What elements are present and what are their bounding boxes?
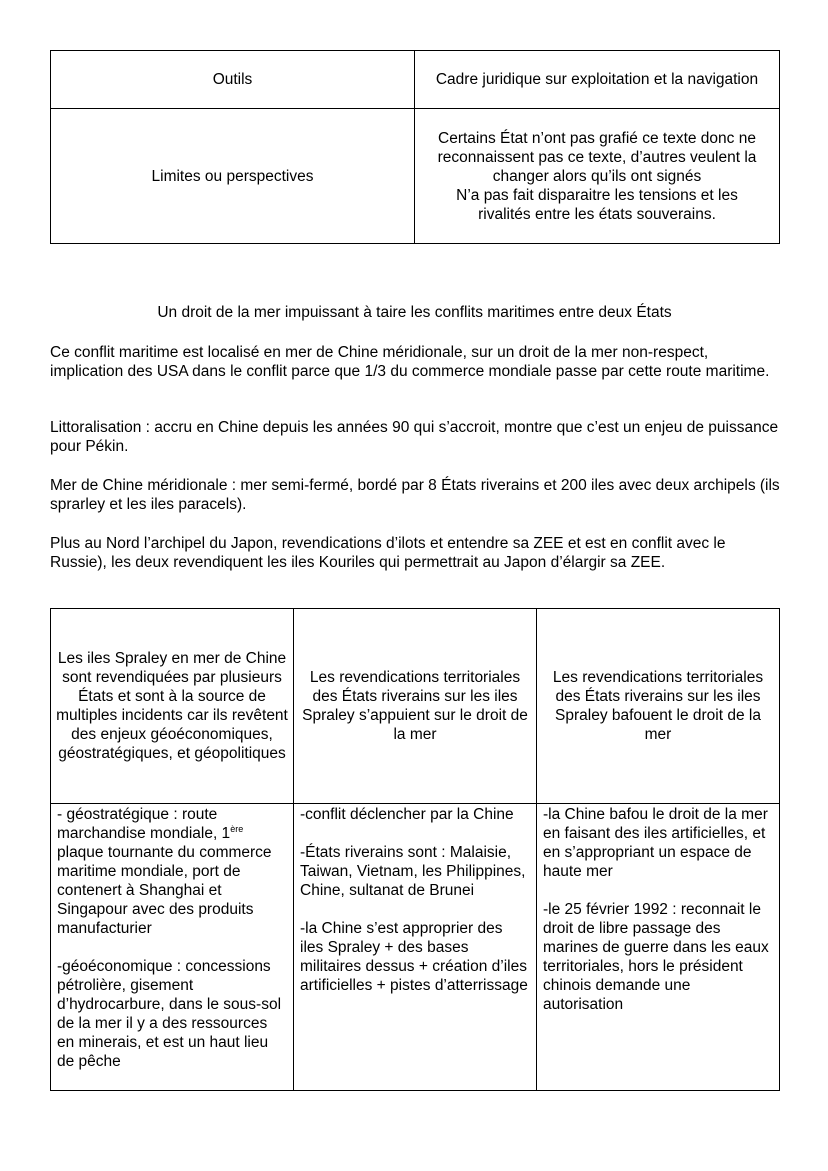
header-cell-bafouent: Les revendications territoriales des États riverains sur les iles Spraley bafouent le droit de la mer [537, 609, 780, 804]
paragraph-conflit: Ce conflit maritime est localisé en mer de Chine méridionale, sur un droit de la mer non-respect, implication des USA dans le conflit parce que 1/3 du commerce mondiale passe par cette route maritime. [50, 344, 770, 380]
appuient-text: -États riverains sont : Malaisie, Taiwan, Vietnam, les Philippines, Chine, sultanat de Brunei [300, 844, 526, 899]
limites-line: rivalités entre les états souverains. [478, 205, 716, 223]
limites-line: changer alors qu’ils ont signés [492, 167, 702, 185]
paragraph-littoralisation: Littoralisation : accru en Chine depuis les années 90 qui s’accroit, montre que c’est un enjeu de puissance pour Pékin. [50, 419, 779, 455]
outils-label-cell: Outils [51, 51, 415, 109]
bafouent-text: -le 25 février 1992 : reconnait le droit de libre passage des marines de guerre dans les eaux territoriales, hors le président chinois demande une autorisation [543, 901, 769, 1013]
limites-line: N’a pas fait disparaitre les tensions et les [456, 186, 738, 204]
geostrategique-text-start: - géostratégique : route marchandise mondiale, 1 [57, 806, 231, 842]
outils-value-cell: Cadre juridique sur exploitation et la navigation [415, 51, 780, 109]
header-cell-enjeux: Les iles Spraley en mer de Chine sont revendiquées par plusieurs États et sont à la source de multiples incidents car ils revêtent des enjeux géoéconomiques, géostratégiques, et géopolitiques [51, 609, 294, 804]
header-cell-appuient: Les revendications territoriales des États riverains sur les iles Spraley s’appuient sur le droit de la mer [294, 609, 537, 804]
appuient-text: -la Chine s’est approprier des iles Spraley + des bases militaires dessus + création d’iles artificielles + pistes d’atterrissage [300, 920, 528, 994]
geostrategique-text [57, 805, 287, 938]
superscript-ere: ère [230, 823, 244, 834]
paragraph-mer-de-chine: Mer de Chine méridionale : mer semi-fermé, bordé par 8 États riverains et 200 iles avec deux archipels (ils sprarley et les iles paracels). [50, 477, 780, 513]
appuient-text: -conflit déclencher par la Chine [300, 806, 514, 823]
limites-value-cell [415, 109, 780, 244]
paragraph-japon: Plus au Nord l’archipel du Japon, revendications d’ilots et entendre sa ZEE et est en conflit avec le Russie), les deux revendiquent les iles Kouriles qui permettrait au Japon d’élargir sa ZEE. [50, 535, 726, 571]
limites-label-cell: Limites ou perspectives [51, 109, 415, 244]
spraley-content-row [51, 804, 780, 1091]
geoeconomique-text: -géoéconomique : concessions pétrolière, gisement d’hydrocarbure, dans le sous-sol de la mer il y a des ressources en minerais, et est un haut lieu de pêche [57, 958, 282, 1070]
outils-table [50, 50, 780, 244]
content-cell-bafouent [537, 804, 780, 1091]
limites-row [51, 109, 780, 244]
section-title: Un droit de la mer impuissant à taire les conflits maritimes entre deux États [157, 304, 672, 321]
outils-row [51, 51, 780, 109]
content-cell-appuient [294, 804, 537, 1091]
spraley-header-row [51, 609, 780, 804]
spraley-table [50, 608, 780, 1091]
bafouent-text: -la Chine bafou le droit de la mer en faisant des iles artificielles, et en s’appropriant un espace de haute mer [543, 806, 768, 880]
geostrategique-text-end: plaque tournante du commerce maritime mondiale, port de contenert à Shanghai et Singapour avec des produits manufacturier [57, 844, 272, 937]
content-cell-enjeux [51, 804, 294, 1091]
limites-line: reconnaissent pas ce texte, d’autres veulent la [437, 148, 757, 166]
limites-line: Certains État n’ont pas grafié ce texte donc ne [438, 129, 756, 147]
